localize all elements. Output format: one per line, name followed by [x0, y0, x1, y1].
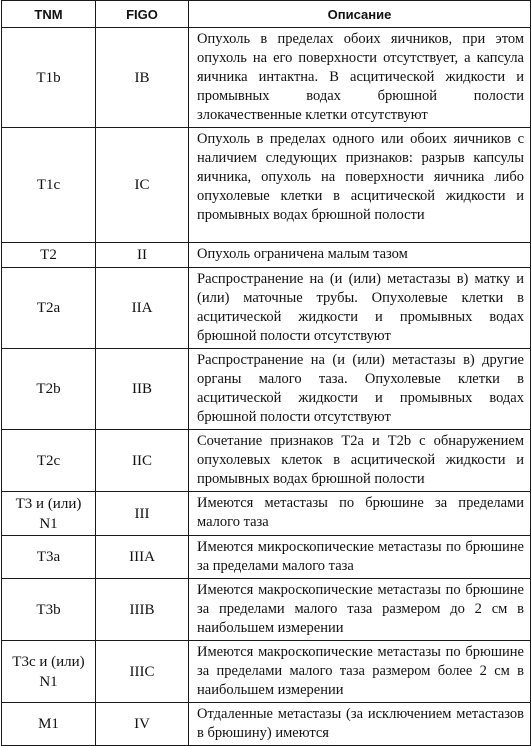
tnm-cell: M1 — [2, 703, 96, 746]
description-cell: Имеются метастазы по брюшине за пределами малого таза — [189, 492, 531, 536]
description-cell: Имеются макроскопические метастазы по брюшине за пределами малого таза размером более 2 см в наибольшем измерении — [189, 641, 531, 703]
description-cell: Опухоль в пределах одного или обоих яичников с наличием следующих признаков: разрыв капсулы яичника, опухоль на поверхности яичника либо опухолевые клетки в асцитической жидкости и промывных водах брюшной полости — [189, 128, 531, 243]
table-row — [2, 268, 531, 349]
description-cell: Отдаленные метастазы (за исключением метастазов в брюшину) имеются — [189, 703, 531, 746]
description-cell: Сочетание признаков T2a и T2b с обнаружением опухолевых клеток в асцитической жидкости и промывных водах брюшной полости — [189, 430, 531, 492]
tnm-cell: T1c — [2, 128, 96, 243]
figo-cell: IV — [96, 703, 189, 746]
figo-cell: IIIA — [96, 536, 189, 579]
description-cell: Опухоль в пределах обоих яичников, при этом опухоль на его поверхности отсутствует, а капсула яичника интактна. В асцитической жидкости и промывных водах брюшной полости злокачественные клетки отсутствуют — [189, 28, 531, 128]
table-row — [2, 579, 531, 641]
tnm-cell: T2b — [2, 349, 96, 430]
table-row — [2, 28, 531, 128]
figo-cell: III — [96, 492, 189, 536]
figo-cell: IB — [96, 28, 189, 128]
figo-cell: II — [96, 243, 189, 268]
table-row — [2, 641, 531, 703]
tnm-cell: T2 — [2, 243, 96, 268]
description-cell: Имеются микроскопические метастазы по брюшине за пределами малого таза — [189, 536, 531, 579]
table-row — [2, 349, 531, 430]
figo-cell: IIIC — [96, 641, 189, 703]
tnm-cell: T3a — [2, 536, 96, 579]
header-tnm: TNM — [2, 1, 96, 28]
tnm-cell: T2a — [2, 268, 96, 349]
description-cell: Распространение на (и (или) метастазы в) матку и (или) маточные трубы. Опухолевые клетки в асцитической жидкости и промывных водах брюшной полости отсутствуют — [189, 268, 531, 349]
figo-cell: IIA — [96, 268, 189, 349]
description-cell: Имеются макроскопические метастазы по брюшине за пределами малого таза размером до 2 см в наибольшем измерении — [189, 579, 531, 641]
description-cell: Распространение на (и (или) метастазы в) другие органы малого таза. Опухолевые клетки в асцитической жидкости и промывных водах брюшной полости отсутствуют — [189, 349, 531, 430]
header-figo: FIGO — [96, 1, 189, 28]
tnm-cell: T3 и (или) N1 — [2, 492, 96, 536]
table-row — [2, 703, 531, 746]
tnm-cell: T3c и (или) N1 — [2, 641, 96, 703]
figo-cell: IIB — [96, 349, 189, 430]
figo-cell: IC — [96, 128, 189, 243]
tnm-cell: T1b — [2, 28, 96, 128]
figo-cell: IIC — [96, 430, 189, 492]
tnm-cell: T3b — [2, 579, 96, 641]
table-row — [2, 128, 531, 243]
description-cell: Опухоль ограничена малым тазом — [189, 243, 531, 268]
staging-table — [1, 0, 531, 746]
table-row — [2, 492, 531, 536]
header-description: Описание — [189, 1, 531, 28]
table-row — [2, 430, 531, 492]
table-row — [2, 243, 531, 268]
tnm-cell: T2c — [2, 430, 96, 492]
table-row — [2, 536, 531, 579]
figo-cell: IIIB — [96, 579, 189, 641]
header-row — [2, 1, 531, 28]
